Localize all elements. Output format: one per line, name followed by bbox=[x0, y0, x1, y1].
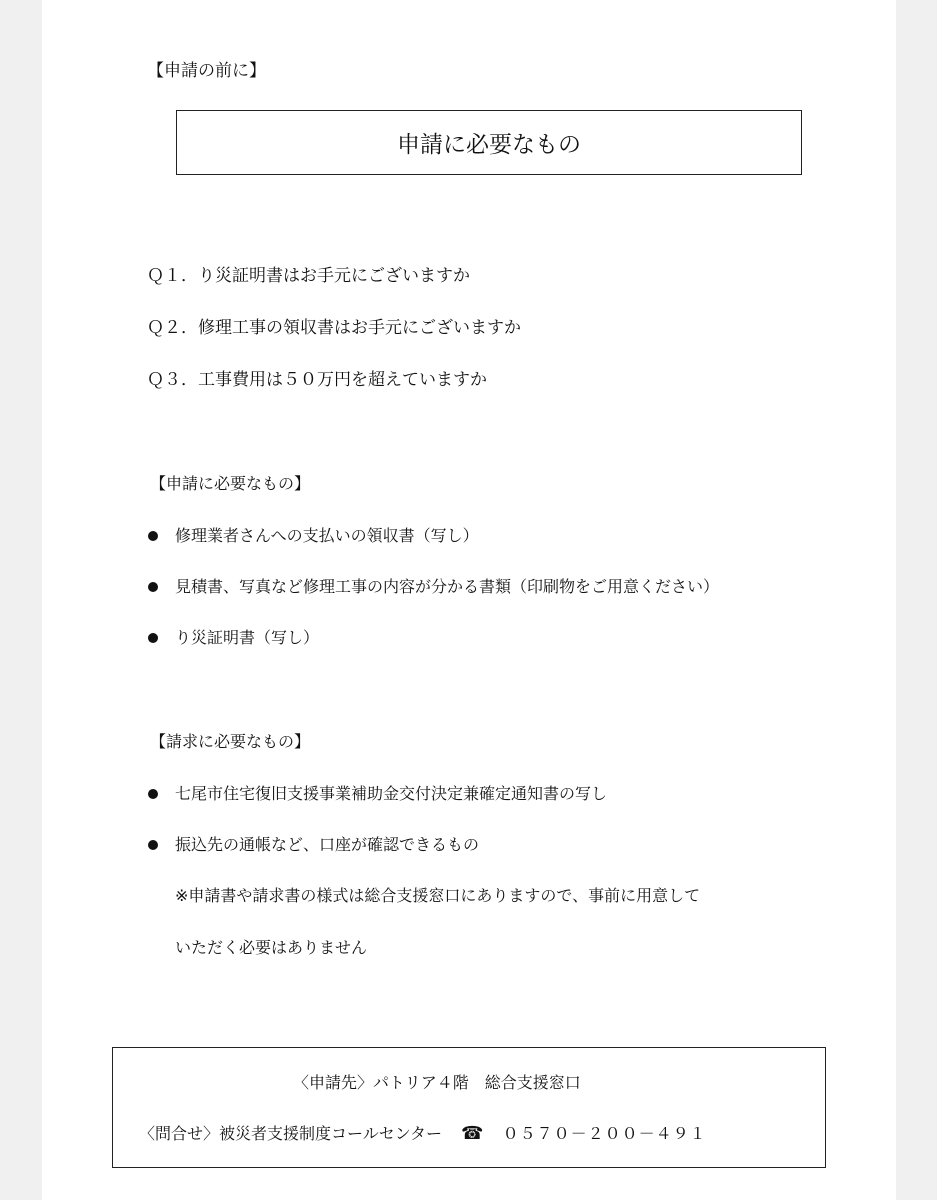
bullet-icon bbox=[148, 789, 158, 799]
question-2: Ｑ２．修理工事の領収書はお手元にございますか bbox=[147, 318, 521, 338]
claim-note-line-2: いただく必要はありません bbox=[175, 938, 368, 957]
place-label: 〈申請先〉 bbox=[293, 1073, 374, 1092]
application-item-1: 修理業者さんへの支払いの領収書（写し） bbox=[175, 526, 479, 545]
bullet-icon bbox=[148, 840, 158, 850]
contact-box bbox=[112, 1047, 826, 1168]
section-label-before-application: 【申請の前に】 bbox=[147, 61, 266, 81]
title-box bbox=[176, 110, 802, 175]
page-title: 申請に必要なもの bbox=[397, 132, 581, 158]
inquiry-label: 〈問合せ〉 bbox=[139, 1124, 220, 1143]
application-heading: 【申請に必要なもの】 bbox=[150, 474, 311, 493]
inquiry-line bbox=[139, 1123, 707, 1145]
claim-note-line-1: ※申請書や請求書の様式は総合支援窓口にありますので、事前に用意して bbox=[175, 886, 701, 905]
inquiry-value: 被災者支援制度コールセンター bbox=[219, 1124, 443, 1143]
document-page bbox=[42, 0, 896, 1200]
claim-heading: 【請求に必要なもの】 bbox=[150, 732, 311, 751]
phone-icon: ☎ bbox=[461, 1123, 484, 1144]
question-1: Ｑ１．り災証明書はお手元にございますか bbox=[147, 266, 470, 286]
bullet-icon bbox=[148, 582, 158, 592]
bullet-icon bbox=[148, 531, 158, 541]
question-3: Ｑ３．工事費用は５０万円を超えていますか bbox=[147, 370, 487, 390]
application-item-2: 見積書、写真など修理工事の内容が分かる書類（印刷物をご用意ください） bbox=[175, 577, 720, 596]
phone-number: ０５７０－２００－４９１ bbox=[502, 1124, 707, 1143]
application-item-3: り災証明書（写し） bbox=[175, 628, 320, 647]
claim-item-2: 振込先の通帳など、口座が確認できるもの bbox=[175, 835, 480, 854]
claim-item-1: 七尾市住宅復旧支援事業補助金交付決定兼確定通知書の写し bbox=[175, 784, 608, 803]
bullet-icon bbox=[148, 633, 158, 643]
application-place bbox=[293, 1072, 581, 1094]
place-value: パトリア４階 総合支援窓口 bbox=[373, 1073, 581, 1092]
